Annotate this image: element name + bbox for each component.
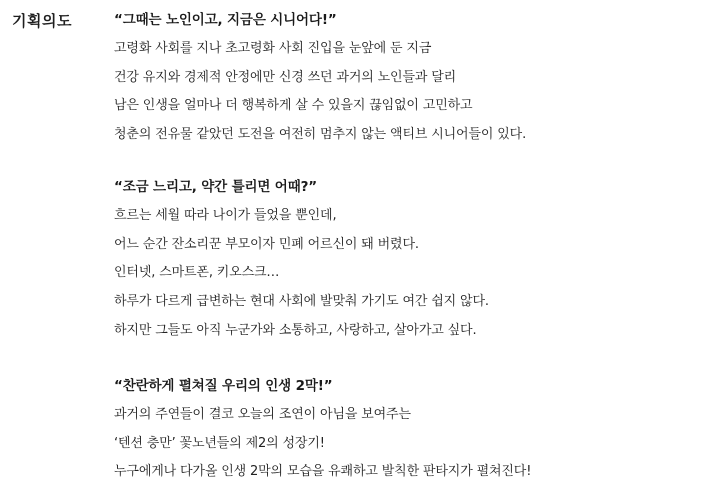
paragraph-3-line-2: ‘텐션 충만’ 꽃노년들의 제2의 성장기! [114,435,325,451]
paragraph-2-line-1: 흐르는 세월 따라 나이가 들었을 뿐인데, [114,207,337,223]
paragraph-3-line-3: 누구에게나 다가올 인생 2막의 모습을 유쾌하고 발칙한 판타지가 펼쳐진다! [114,464,532,480]
paragraph-2-line-5: 하지만 그들도 아직 누군가와 소통하고, 사랑하고, 살아가고 싶다. [114,322,477,338]
paragraph-3-line-1: 과거의 주연들이 결코 오늘의 조연이 아님을 보여주는 [114,406,411,422]
paragraph-2-heading: “조금 느리고, 약간 틀리면 어때?” [114,179,317,195]
paragraph-3 [114,372,531,487]
paragraph-2-line-2: 어느 순간 잔소리꾼 부모이자 민폐 어르신이 돼 버렸다. [114,236,419,252]
paragraph-1-line-2: 건강 유지와 경제적 안정에만 신경 쓰던 과거의 노인들과 달리 [114,69,457,85]
paragraph-2-line-3: 인터넷, 스마트폰, 키오스크… [114,265,280,281]
paragraph-1-line-4: 청춘의 전유물 같았던 도전을 여전히 멈추지 않는 액티브 시니어들이 있다. [114,127,527,143]
paragraph-2-line-4: 하루가 다르게 급변하는 현대 사회에 발맞춰 가기도 여간 쉽지 않다. [114,294,489,310]
paragraph-3-heading: “찬란하게 펼쳐질 우리의 인생 2막!” [114,378,333,394]
paragraph-1-line-1: 고령화 사회를 지나 초고령화 사회 진입을 눈앞에 둔 지금 [114,40,432,56]
paragraph-1-heading: “그때는 노인이고, 지금은 시니어다!” [114,12,337,28]
section-label: 기획의도 [12,12,72,30]
paragraph-1 [114,6,526,150]
paragraph-2 [114,173,489,346]
paragraph-1-line-3: 남은 인생을 얼마나 더 행복하게 살 수 있을지 끊임없이 고민하고 [114,98,473,114]
